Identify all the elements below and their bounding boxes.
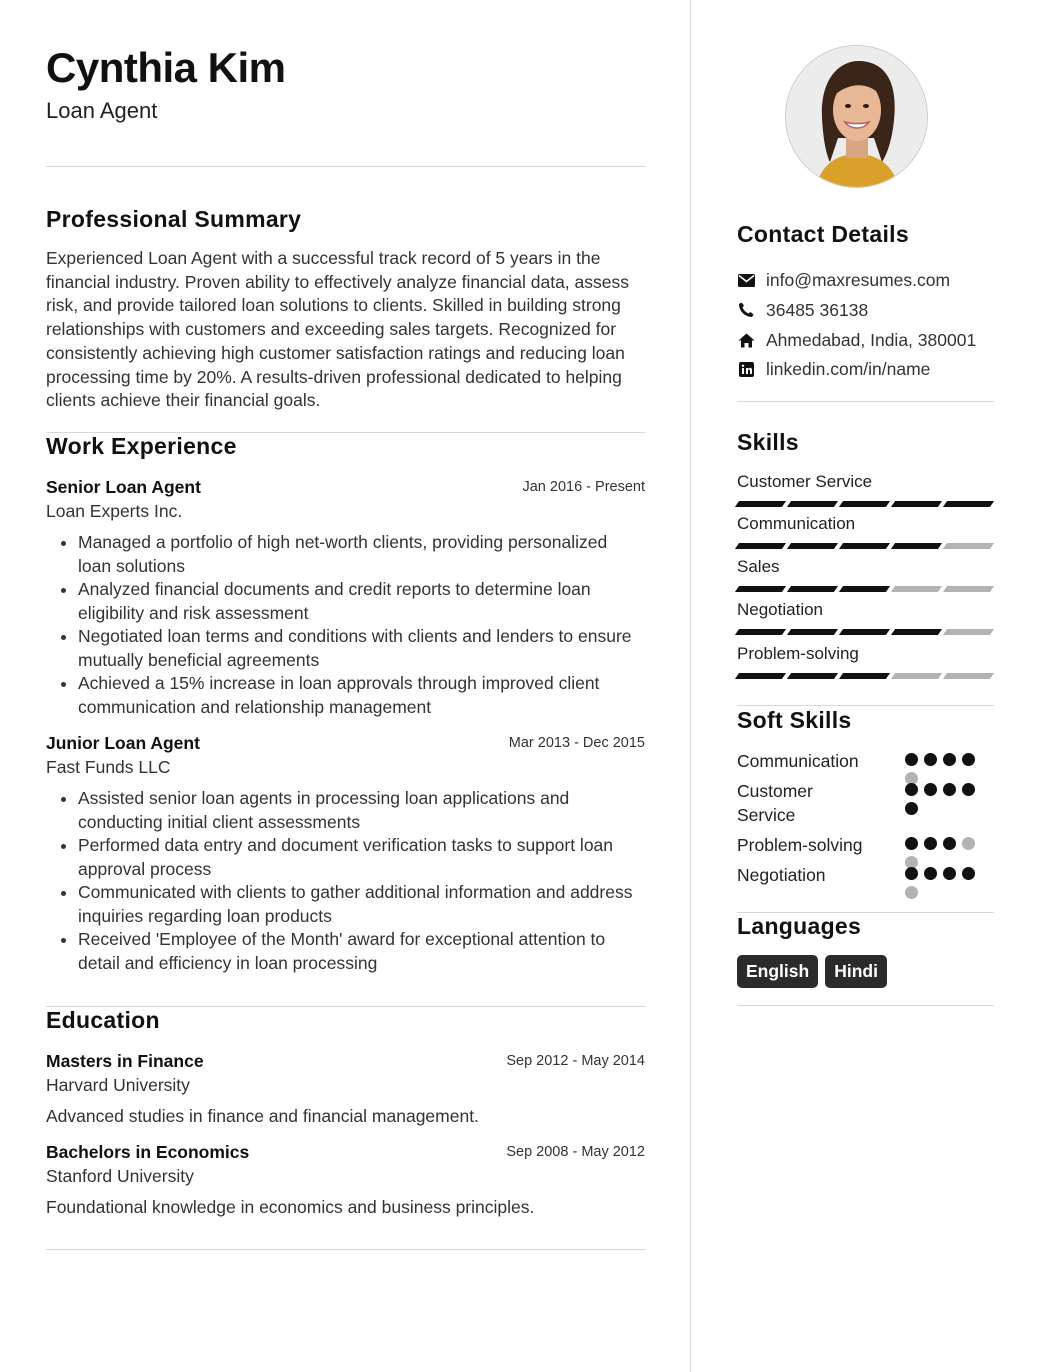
skill-level-segment <box>943 586 994 592</box>
edu-description: Advanced studies in finance and financial management. <box>46 1106 479 1126</box>
soft-skill-name: Negotiation <box>737 865 826 885</box>
skill-name: Communication <box>737 514 856 533</box>
job-company: Loan Experts Inc. <box>46 501 183 521</box>
edu-date: Sep 2008 - May 2012 <box>506 1144 645 1160</box>
soft-skill-rating <box>905 753 985 785</box>
candidate-name: Cynthia Kim <box>46 44 286 91</box>
skill-level-bar <box>737 629 994 635</box>
skill-level-segment <box>891 629 942 635</box>
job-title: Senior Loan Agent <box>46 477 201 497</box>
skill-level-segment <box>839 586 890 592</box>
home-icon <box>737 331 755 349</box>
rating-dot <box>943 837 956 850</box>
job-bullet: • Negotiated loan terms and conditions with clients and lenders to ensure mutually beneficial agreements <box>78 625 645 672</box>
education-heading: Education <box>46 1007 160 1033</box>
job-bullet: • Managed a portfolio of high net-worth clients, providing personalized loan solutions <box>78 531 645 578</box>
education-divider <box>46 1249 645 1250</box>
skill-level-segment <box>735 501 786 507</box>
skill-level-segment <box>735 629 786 635</box>
job-bullet: • Analyzed financial documents and credit reports to determine loan eligibility and risk assessment <box>78 578 645 625</box>
rating-dot <box>905 783 918 796</box>
skill-level-segment <box>943 501 994 507</box>
skill-name: Customer Service <box>737 472 873 491</box>
rating-dot <box>924 837 937 850</box>
skill-item <box>737 472 994 507</box>
contact-divider <box>737 401 994 402</box>
job-entry <box>46 477 645 719</box>
job-bullet: • Achieved a 15% increase in loan approvals through improved client communication and relationship management <box>78 672 645 719</box>
job-bullet: • Received 'Employee of the Month' award for exceptional attention to detail and efficiency in loan processing <box>78 928 645 975</box>
experience-heading: Work Experience <box>46 433 237 459</box>
skill-level-segment <box>891 501 942 507</box>
job-bullet: • Assisted senior loan agents in processing loan applications and conducting initial client assessments <box>78 787 645 834</box>
rating-dot <box>943 753 956 766</box>
language-badge: English <box>737 955 818 988</box>
skill-level-segment <box>787 543 838 549</box>
skill-level-segment <box>787 501 838 507</box>
skill-level-segment <box>943 629 994 635</box>
skill-name: Negotiation <box>737 600 824 619</box>
soft-skills-heading: Soft Skills <box>737 707 852 733</box>
soft-skill-name: Customer Service <box>737 781 813 825</box>
rating-dot <box>905 802 918 815</box>
soft-skill-rating <box>905 867 985 899</box>
skill-level-segment <box>787 673 838 679</box>
skill-level-bar <box>737 586 994 592</box>
skill-level-segment <box>891 543 942 549</box>
edu-school: Stanford University <box>46 1166 194 1186</box>
rating-dot <box>924 783 937 796</box>
rating-dot <box>962 783 975 796</box>
skill-name: Sales <box>737 557 780 576</box>
job-date: Jan 2016 - Present <box>522 479 645 495</box>
skill-level-bar <box>737 501 994 507</box>
job-title: Junior Loan Agent <box>46 733 200 753</box>
header-divider <box>46 166 645 167</box>
education-entry <box>46 1142 645 1218</box>
skill-level-segment <box>735 543 786 549</box>
rating-dot <box>924 753 937 766</box>
rating-dot <box>905 753 918 766</box>
edu-school: Harvard University <box>46 1075 190 1095</box>
skill-level-segment <box>839 501 890 507</box>
education-entry <box>46 1051 645 1127</box>
skill-level-bar <box>737 673 994 679</box>
linkedin-icon <box>737 360 755 378</box>
skill-level-segment <box>787 629 838 635</box>
skill-item <box>737 514 994 549</box>
languages-heading: Languages <box>737 913 862 939</box>
skill-item <box>737 600 994 635</box>
soft-skill-name: Communication <box>737 751 859 771</box>
edu-degree: Masters in Finance <box>46 1051 204 1071</box>
skill-level-bar <box>737 543 994 549</box>
job-entry <box>46 733 645 975</box>
edu-degree: Bachelors in Economics <box>46 1142 250 1162</box>
skill-item <box>737 644 994 679</box>
phone-icon <box>737 301 755 319</box>
summary-text: Experienced Loan Agent with a successful track record of 5 years in the financial industry. Proven ability to effectively analyze financial data, assess risk, and provide tailored loan solutions to clients. Skilled in building strong relationships with customers and exceeding sales targets. Recognized for consistently achieving high customer satisfaction ratings and reducing loan processing time by 20%. A results-driven professional dedicated to helping clients achieve their financial goals. <box>46 248 629 411</box>
job-bullet: • Communicated with clients to gather additional information and address inquiries regarding loan products <box>78 881 645 928</box>
candidate-title: Loan Agent <box>46 98 158 123</box>
soft-skill-name: Problem-solving <box>737 835 863 855</box>
skill-level-segment <box>839 543 890 549</box>
job-company: Fast Funds LLC <box>46 757 171 777</box>
skill-level-segment <box>943 543 994 549</box>
contact-phone-text: 36485 36138 <box>766 299 869 320</box>
contact-address <box>737 328 976 352</box>
job-bullets <box>46 787 645 975</box>
edu-date: Sep 2012 - May 2014 <box>506 1053 645 1069</box>
rating-dot <box>943 783 956 796</box>
rating-dot <box>924 867 937 880</box>
skill-level-segment <box>943 673 994 679</box>
rating-dot <box>962 753 975 766</box>
skill-level-segment <box>891 586 942 592</box>
languages-divider <box>737 1005 994 1006</box>
contact-email[interactable] <box>737 268 950 292</box>
skill-level-segment <box>839 629 890 635</box>
edu-description: Foundational knowledge in economics and business principles. <box>46 1197 535 1217</box>
languages-list <box>737 955 887 988</box>
rating-dot <box>905 886 918 899</box>
avatar-illustration <box>786 46 928 188</box>
skill-level-segment <box>787 586 838 592</box>
contact-email-text: info@maxresumes.com <box>766 269 951 290</box>
job-bullets <box>46 531 645 719</box>
skills-divider <box>737 705 994 706</box>
job-bullet: • Performed data entry and document verification tasks to support loan approval process <box>78 834 645 881</box>
skills-heading: Skills <box>737 429 799 455</box>
rating-dot <box>905 867 918 880</box>
contact-heading: Contact Details <box>737 221 909 247</box>
skill-level-segment <box>735 673 786 679</box>
rating-dot <box>905 837 918 850</box>
skill-level-segment <box>735 586 786 592</box>
rating-dot <box>943 867 956 880</box>
contact-phone[interactable] <box>737 298 868 322</box>
column-divider <box>690 0 691 1372</box>
skill-name: Problem-solving <box>737 644 859 663</box>
contact-linkedin-text: linkedin.com/in/name <box>766 358 931 379</box>
language-badge: Hindi <box>825 955 887 988</box>
contact-linkedin[interactable] <box>737 357 930 381</box>
contact-address-text: Ahmedabad, India, 380001 <box>766 329 977 350</box>
rating-dot <box>962 867 975 880</box>
soft-skill-rating <box>905 783 985 815</box>
profile-photo <box>785 45 928 188</box>
skill-level-segment <box>839 673 890 679</box>
skill-item <box>737 557 994 592</box>
job-date: Mar 2013 - Dec 2015 <box>508 735 645 751</box>
envelope-icon <box>737 271 755 289</box>
summary-heading: Professional Summary <box>46 206 302 232</box>
skill-level-segment <box>891 673 942 679</box>
rating-dot <box>962 837 975 850</box>
soft-skill-rating <box>905 837 985 869</box>
